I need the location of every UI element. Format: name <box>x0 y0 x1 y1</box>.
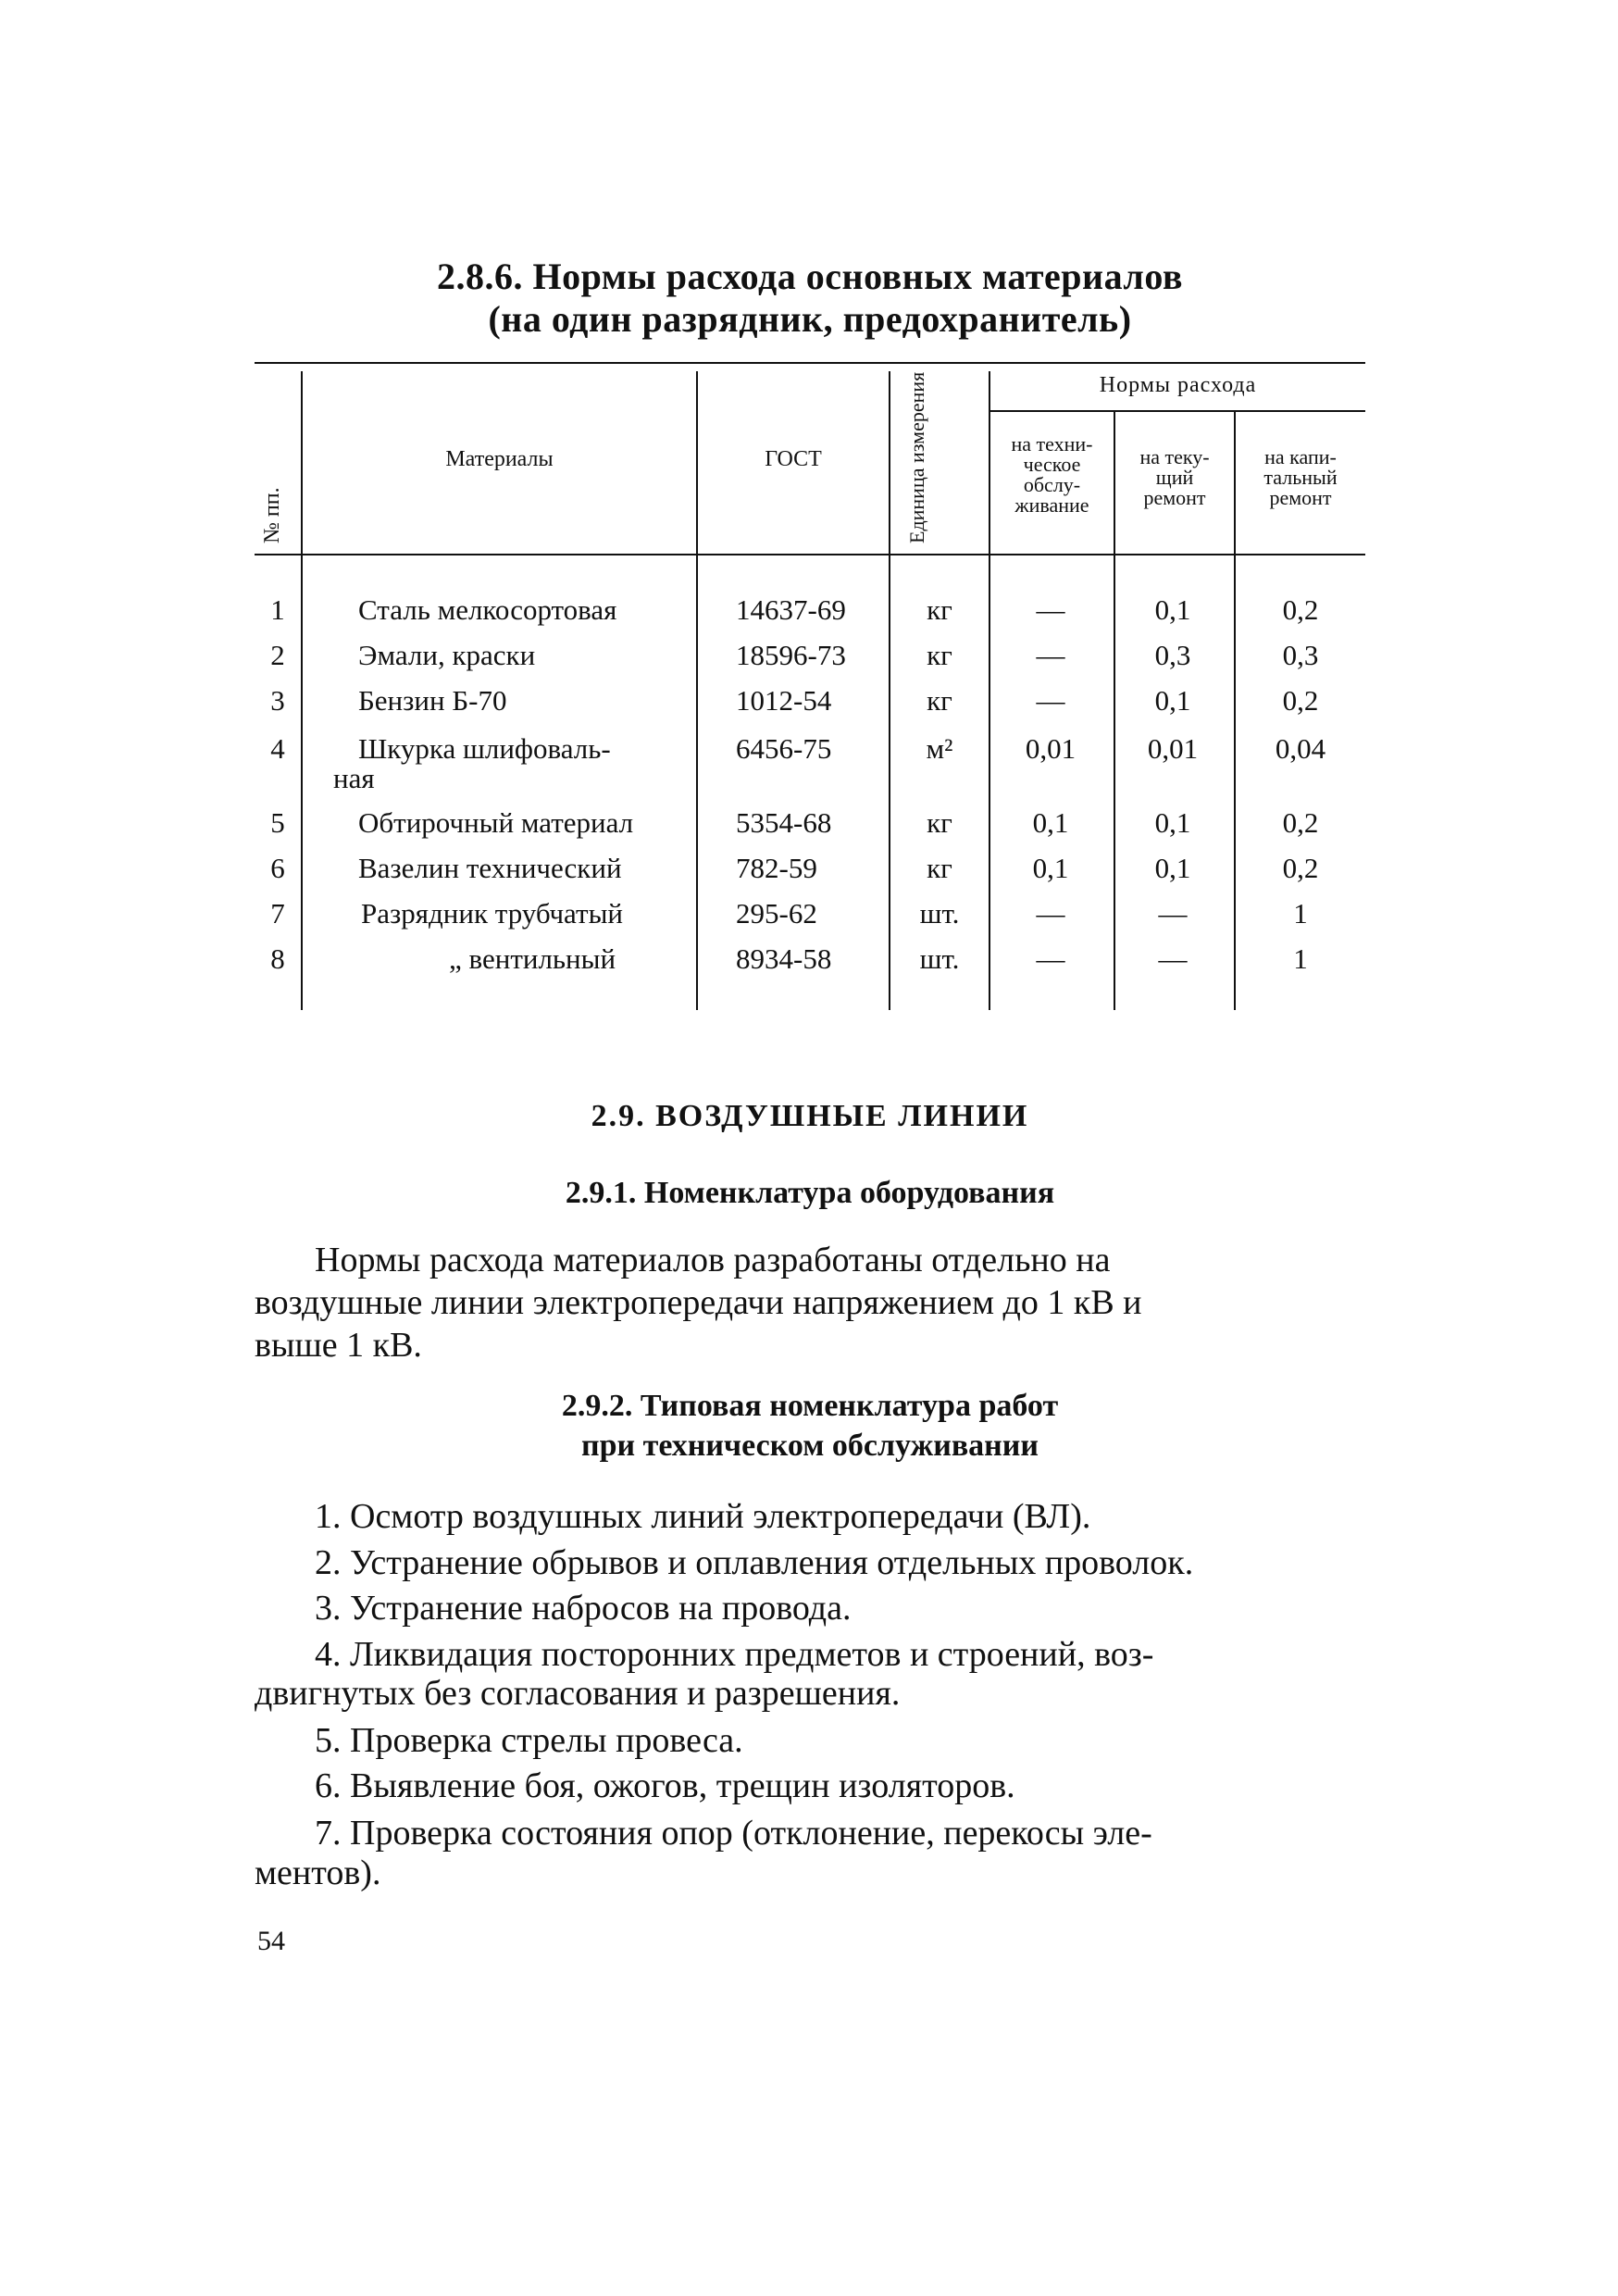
row-unit: м² <box>926 732 953 765</box>
row-capital: 0,2 <box>1282 593 1319 626</box>
norms-header-rule <box>989 410 1365 412</box>
header-tech-l4: живание <box>1014 493 1089 517</box>
row-tech: — <box>1036 684 1065 717</box>
row-unit: кг <box>927 593 952 626</box>
row-num: 5 <box>270 806 285 839</box>
header-current-repair <box>1115 447 1234 508</box>
header-capital-l1: на капи- <box>1264 445 1337 468</box>
row-current: 0,1 <box>1154 806 1191 839</box>
list-item: 5. Проверка стрелы провеса. <box>315 1721 743 1760</box>
row-capital: 0,2 <box>1282 852 1319 884</box>
row-current: 0,1 <box>1154 593 1191 626</box>
header-bottom-rule <box>255 554 1365 555</box>
header-tech-l1: на техни- <box>1011 432 1093 455</box>
row-material: Обтирочный материал <box>358 806 634 839</box>
list-item-cont: двигнутых без согласования и разрешения. <box>255 1674 901 1713</box>
row-capital: 0,2 <box>1282 684 1319 717</box>
header-norms: Нормы расхода <box>1099 373 1257 397</box>
row-gost: 5354-68 <box>736 806 832 839</box>
row-gost: 295-62 <box>736 897 817 930</box>
header-capital-repair <box>1236 447 1365 508</box>
list-item: 3. Устранение набросов на провода. <box>315 1589 852 1628</box>
row-num: 8 <box>270 942 285 975</box>
row-material: Бензин Б-70 <box>358 684 507 717</box>
header-unit: Единица измерения <box>905 371 928 543</box>
row-material: Вазелин технический <box>358 852 622 884</box>
row-num: 3 <box>270 684 285 717</box>
header-current-l1: на теку- <box>1139 445 1210 468</box>
row-capital: 0,2 <box>1282 806 1319 839</box>
row-num: 7 <box>270 897 285 930</box>
header-materials: Материалы <box>445 447 554 471</box>
row-current: — <box>1158 897 1188 930</box>
row-tech: — <box>1036 942 1065 975</box>
paragraph <box>255 1239 1347 1366</box>
row-num: 6 <box>270 852 285 884</box>
row-material: Разрядник трубчатый <box>361 897 623 930</box>
row-current: 0,1 <box>1154 852 1191 884</box>
row-num: 2 <box>270 639 285 671</box>
row-tech: 0,1 <box>1032 852 1069 884</box>
row-tech: 0,1 <box>1032 806 1069 839</box>
subsection-heading: 2.9.1. Номенклатура оборудования <box>565 1176 1055 1210</box>
table-title: 2.8.6. Нормы расхода основных материалов <box>437 256 1183 297</box>
row-current: 0,01 <box>1147 732 1199 765</box>
row-material: Эмали, краски <box>358 639 536 671</box>
row-capital: 1 <box>1293 942 1308 975</box>
row-gost: 6456-75 <box>736 732 832 765</box>
subsection-heading-cont: при техническом обслуживании <box>581 1429 1039 1463</box>
row-tech: 0,01 <box>1025 732 1077 765</box>
row-material: Сталь мелкосортовая <box>358 593 617 626</box>
row-unit: кг <box>927 639 952 671</box>
header-capital-l2: тальный <box>1263 466 1338 489</box>
row-unit: кг <box>927 806 952 839</box>
list-item: 6. Выявление боя, ожогов, трещин изоляторов. <box>315 1766 1015 1805</box>
row-material-cont: ная <box>333 762 375 794</box>
row-current: 0,3 <box>1154 639 1191 671</box>
row-current: — <box>1158 942 1188 975</box>
row-material: „ вентильный <box>449 942 616 975</box>
list-item: 1. Осмотр воздушных линий электропередачи (ВЛ). <box>315 1497 1091 1536</box>
table-subtitle: (на один разрядник, предохранитель) <box>488 298 1132 340</box>
header-tech-l2: ческое <box>1023 453 1081 476</box>
row-num: 1 <box>270 593 285 626</box>
row-capital: 0,04 <box>1275 732 1326 765</box>
row-gost: 18596-73 <box>736 639 846 671</box>
row-num: 4 <box>270 732 285 765</box>
section-heading: 2.9. ВОЗДУШНЫЕ ЛИНИИ <box>591 1099 1029 1133</box>
paragraph-line: выше 1 кВ. <box>255 1326 422 1365</box>
header-tech-l3: обслу- <box>1023 473 1081 496</box>
row-capital: 1 <box>1293 897 1308 930</box>
row-capital: 0,3 <box>1282 639 1319 671</box>
header-tech-service <box>990 434 1114 516</box>
list-item: 4. Ликвидация посторонних предметов и строений, воз- <box>315 1635 1154 1674</box>
row-gost: 8934-58 <box>736 942 832 975</box>
row-gost: 782-59 <box>736 852 817 884</box>
paragraph-line: Нормы расхода материалов разработаны отдельно на <box>315 1241 1111 1279</box>
header-capital-l3: ремонт <box>1269 486 1332 509</box>
header-num: № пп. <box>260 487 284 543</box>
row-gost: 14637-69 <box>736 593 846 626</box>
col-divider <box>889 371 890 1010</box>
materials-table <box>255 362 1365 1010</box>
row-unit: шт. <box>919 897 960 930</box>
row-tech: — <box>1036 639 1065 671</box>
page-number: 54 <box>257 1926 285 1956</box>
table-top-rule <box>255 362 1365 364</box>
subsection-heading: 2.9.2. Типовая номенклатура работ <box>561 1389 1059 1423</box>
list-item: 7. Проверка состояния опор (отклонение, перекосы эле- <box>315 1814 1152 1853</box>
list-item: 2. Устранение обрывов и оплавления отдельных проволок. <box>315 1543 1194 1582</box>
paragraph-line: воздушные линии электропередачи напряжением до 1 кВ и <box>255 1283 1142 1322</box>
row-tech: — <box>1036 593 1065 626</box>
list-item-cont: ментов). <box>255 1853 381 1892</box>
header-current-l2: щий <box>1155 466 1194 489</box>
header-current-l3: ремонт <box>1143 486 1206 509</box>
row-material: Шкурка шлифоваль- <box>358 732 611 765</box>
row-unit: кг <box>927 852 952 884</box>
row-current: 0,1 <box>1154 684 1191 717</box>
row-tech: — <box>1036 897 1065 930</box>
row-unit: шт. <box>919 942 960 975</box>
row-unit: кг <box>927 684 952 717</box>
row-gost: 1012-54 <box>736 684 832 717</box>
header-gost: ГОСТ <box>765 447 822 471</box>
